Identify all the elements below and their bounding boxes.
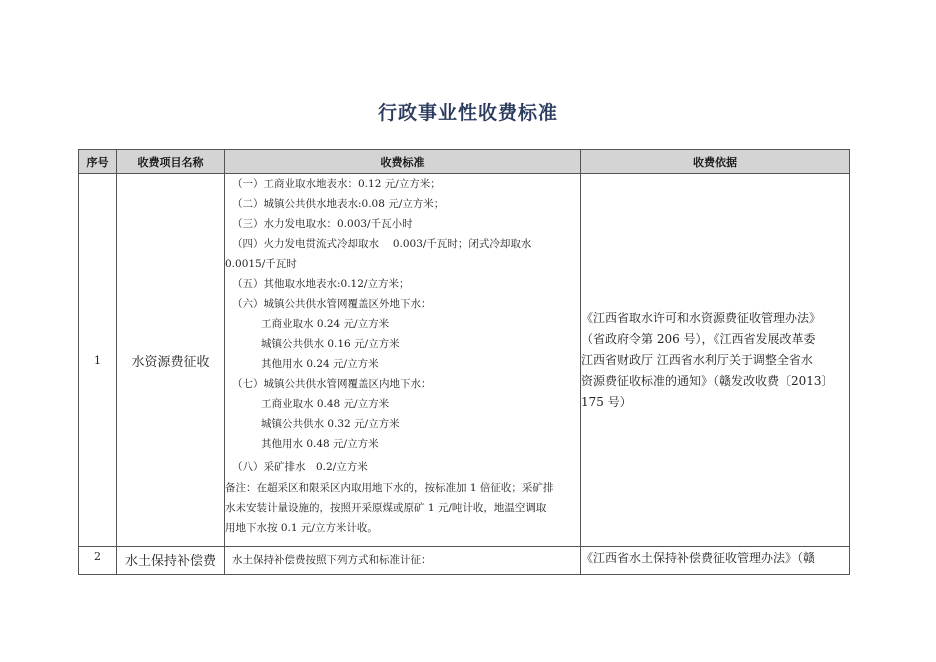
fee-standards-table [78, 149, 850, 575]
row-item-name: 水土保持补偿费 [117, 547, 225, 575]
standard-line: 城镇公共供水 0.16 元/立方米 [261, 338, 400, 350]
row-standard [225, 547, 581, 575]
row-basis [581, 547, 850, 575]
basis-line: （省政府令第 206 号），《江西省发展改革委 [581, 331, 816, 346]
standard-line: （五）其他取水地表水:0.12/立方米； [232, 278, 410, 290]
standard-line: 其他用水 0.48 元/立方米 [261, 438, 379, 450]
standard-line: （三）水力发电取水：0.003/千瓦小时 [232, 218, 413, 230]
basis-line: 《江西省水土保持补偿费征收管理办法》（赣 [581, 551, 816, 565]
standard-line: 工商业取水 0.24 元/立方米 [261, 318, 390, 330]
basis-line: 175 号） [581, 394, 632, 409]
page-title: 行政事业性收费标准 [377, 102, 558, 124]
standard-line: 城镇公共供水 0.32 元/立方米 [261, 418, 400, 430]
standard-line: （八）采矿排水 0.2/立方米 [232, 461, 368, 473]
standard-line: （二）城镇公共供水地表水:0.08 元/立方米； [232, 198, 445, 210]
header-standard: 收费标准 [225, 150, 581, 174]
header-item-name: 收费项目名称 [117, 150, 225, 174]
standard-line: （七）城镇公共供水管网覆盖区内地下水： [232, 378, 432, 390]
note-line: 水未安装计量设施的，按照开采原煤或原矿 1 元/吨计收，地温空调取 [225, 502, 547, 514]
table-header-row [79, 150, 850, 174]
basis-line: 江西省财政厅 江西省水利厅关于调整全省水 [581, 352, 813, 367]
header-basis: 收费依据 [581, 150, 850, 174]
standard-line: 工商业取水 0.48 元/立方米 [261, 398, 390, 410]
header-seq: 序号 [79, 150, 117, 174]
row-item-name: 水资源费征收 [117, 174, 225, 547]
row-seq: 1 [79, 174, 117, 547]
row-standard [225, 174, 581, 547]
note-line: 用地下水按 0.1 元/立方米计收。 [225, 522, 378, 534]
standard-line: 其他用水 0.24 元/立方米 [261, 358, 379, 370]
basis-line: 《江西省取水许可和水资源费征收管理办法》 [581, 310, 822, 325]
standard-line: 0.0015/千瓦时 [225, 258, 297, 270]
standard-line: （一）工商业取水地表水：0.12 元/立方米； [232, 178, 441, 190]
table-row [79, 547, 850, 575]
row-seq: 2 [79, 547, 117, 575]
standard-line: 水土保持补偿费按照下列方式和标准计征： [232, 554, 432, 566]
row-basis [581, 174, 850, 547]
standard-line: （四）火力发电贯流式冷却取水 0.003/千瓦时；闭式冷却取水 [232, 238, 532, 250]
note-line: 备注：在超采区和限采区内取用地下水的，按标准加 1 倍征收；采矿排 [225, 482, 554, 494]
standard-note [225, 478, 580, 538]
table-row [79, 174, 850, 547]
standard-line: （六）城镇公共供水管网覆盖区外地下水： [232, 298, 432, 310]
basis-line: 资源费征收标准的通知》（赣发改收费〔2013〕 [581, 373, 834, 388]
